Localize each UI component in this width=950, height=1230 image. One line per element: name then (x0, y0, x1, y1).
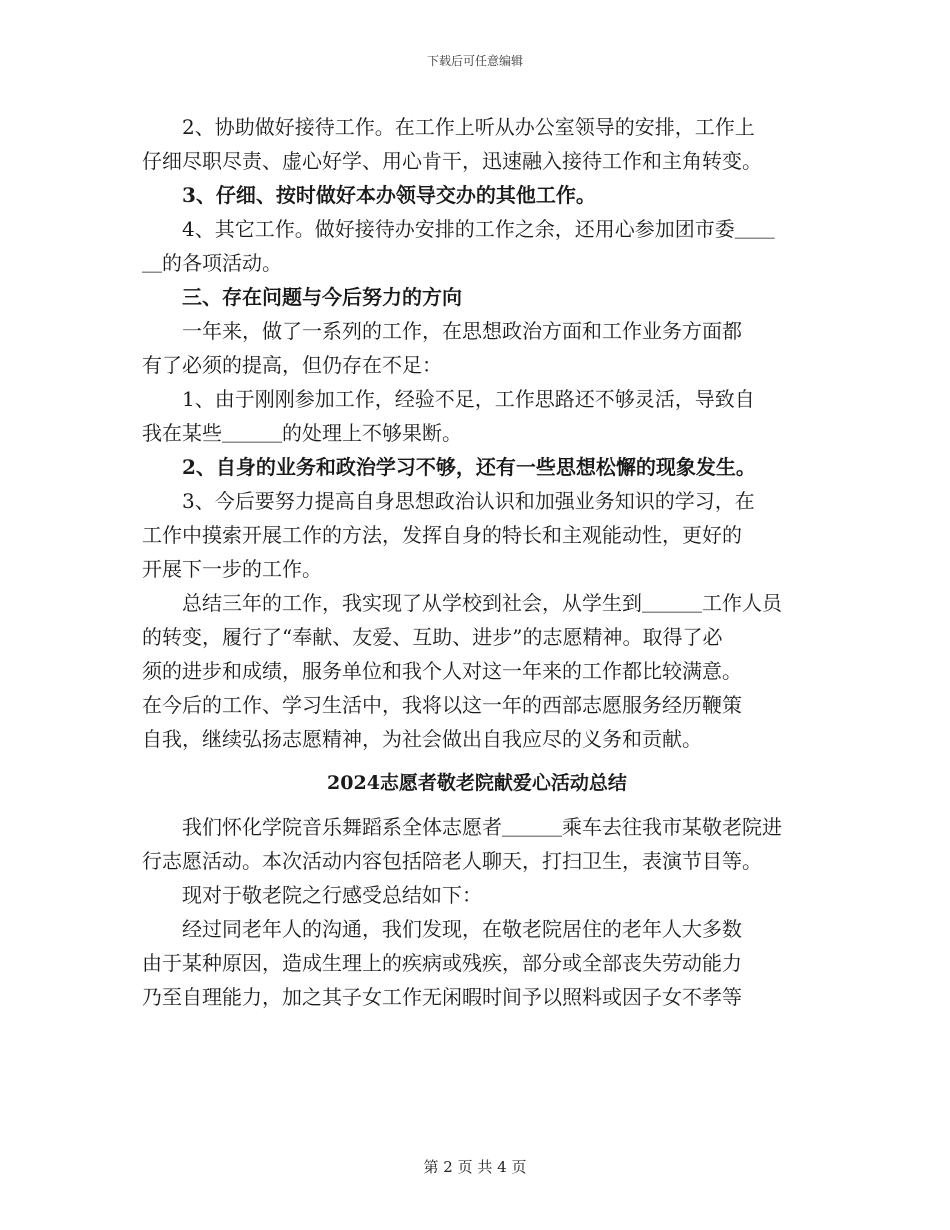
text-line: 我们怀化学院音乐舞蹈系全体志愿者＿＿＿乘车去往我市某敬老院进 (142, 815, 782, 839)
section-part-2 (142, 810, 812, 1014)
text-line: 总结三年的工作，我实现了从学校到社会，从学生到＿＿＿工作人员 (142, 591, 782, 615)
text-line: 工作中摸索开展工作的方法，发挥自身的特长和主观能动性，更好的 (142, 523, 742, 547)
text-line: 行志愿活动。本次活动内容包括陪老人聊天，打扫卫生，表演节目等。 (142, 849, 762, 873)
text-line: 现对于敬老院之行感受总结如下： (142, 883, 482, 907)
text-line: 一年来，做了一系列的工作，在思想政治方面和工作业务方面都 (142, 319, 742, 343)
text-line: 1、由于刚刚参加工作，经验不足，工作思路还不够灵活，导致自 (142, 387, 755, 411)
text-line: 3、仔细、按时做好本办领导交办的其他工作。 (142, 183, 596, 207)
text-line: 乃至自理能力，加之其子女工作无闲暇时间予以照料或因子女不孝等 (142, 985, 742, 1009)
text-line: 仔细尽职尽责、虚心好学、用心肯干，迅速融入接待工作和主角转变。 (142, 149, 762, 173)
page-footer: 第 2 页 共 4 页 (423, 1158, 527, 1176)
document-body (142, 110, 812, 1014)
text-line: 的转变，履行了“奉献、友爱、互助、进步”的志愿精神。取得了必 (142, 625, 723, 649)
text-line: 由于某种原因，造成生理上的疾病或残疾，部分或全部丧失劳动能力 (142, 951, 742, 975)
text-line: 在今后的工作、学习生活中，我将以这一年的西部志愿服务经历鞭策 (142, 693, 742, 717)
text-line: 开展下一步的工作。 (142, 557, 322, 581)
text-line: 2、协助做好接待工作。在工作上听从办公室领导的安排，工作上 (142, 115, 755, 139)
page-header: 下载后可任意编辑 (426, 54, 523, 68)
text-line: 4、其它工作。做好接待办安排的工作之余，还用心参加团市委＿＿ (142, 217, 775, 241)
text-line: 自我，继续弘扬志愿精神，为社会做出自我应尽的义务和贡献。 (142, 727, 702, 751)
text-line: 经过同老年人的沟通，我们发现，在敬老院居住的老年人大多数 (142, 917, 742, 941)
text-line: 有了必须的提高，但仍存在不足： (142, 353, 442, 377)
section-part-1 (142, 110, 812, 756)
text-line: 3、今后要努力提高自身思想政治认识和加强业务知识的学习，在 (142, 489, 755, 513)
text-line: 三、存在问题与今后努力的方向 (142, 285, 462, 309)
text-line: 须的进步和成绩，服务单位和我个人对这一年来的工作都比较满意。 (142, 659, 742, 683)
text-line: 2、自身的业务和政治学习不够，还有一些思想松懈的现象发生。 (142, 455, 756, 479)
text-line: ＿的各项活动。 (142, 251, 282, 275)
section-title: 2024志愿者敬老院献爱心活动总结 (327, 772, 627, 794)
text-line: 我在某些＿＿＿的处理上不够果断。 (142, 421, 462, 445)
